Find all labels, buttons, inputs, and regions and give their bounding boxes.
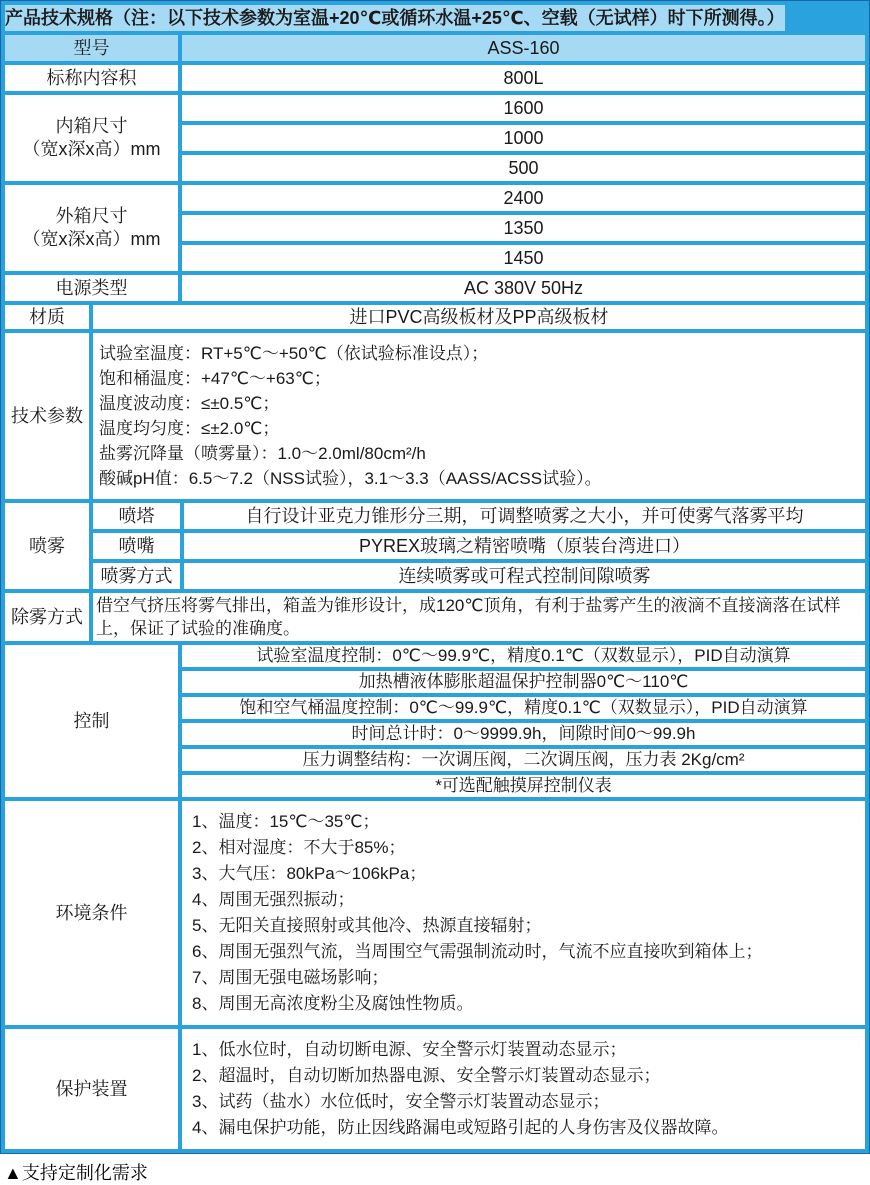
control-label: 控制 xyxy=(5,645,178,797)
customization-footnote: ▲支持定制化需求 xyxy=(4,1163,148,1183)
environment-line: 3、大气压：80kPa～106kPa； xyxy=(192,864,427,883)
spray-label: 喷雾 xyxy=(5,503,89,589)
outer-box-values xyxy=(182,185,865,271)
inner-box-height: 500 xyxy=(182,155,865,181)
inner-box-row xyxy=(5,95,865,181)
environment-line: 5、无阳关直接照射或其他冷、热源直接辐射； xyxy=(192,916,542,935)
environment-label: 环境条件 xyxy=(5,801,178,1025)
environment-content xyxy=(182,801,865,1025)
control-line: 时间总计时：0～9999.9h，间隙时间0～99.9h xyxy=(182,723,865,745)
volume-label: 标称内容积 xyxy=(5,65,178,91)
control-row xyxy=(5,645,865,797)
spray-tower-value: 自行设计亚克力锥形分三期，可调整喷雾之大小，并可使雾气落雾平均 xyxy=(184,503,865,529)
outer-box-label-line2: （宽x深x高）mm xyxy=(22,229,161,249)
protection-row xyxy=(5,1029,865,1149)
environment-line: 8、周围无高浓度粉尘及腐蚀性物质。 xyxy=(192,994,474,1013)
tech-params-label: 技术参数 xyxy=(5,333,89,499)
control-line: *可选配触摸屏控制仪表 xyxy=(182,775,865,797)
power-value: AC 380V 50Hz xyxy=(182,275,865,301)
environment-line: 7、周围无强电磁场影响； xyxy=(192,968,389,987)
inner-box-depth: 1000 xyxy=(182,125,865,151)
title-row xyxy=(5,5,865,31)
tech-params-row xyxy=(5,333,865,499)
outer-box-label-line1: 外箱尺寸 xyxy=(55,205,128,226)
inner-box-label-line1: 内箱尺寸 xyxy=(55,115,128,136)
environment-line: 1、温度：15℃～35℃； xyxy=(192,812,380,831)
outer-box-depth: 1350 xyxy=(182,215,865,241)
protection-label: 保护装置 xyxy=(5,1029,178,1149)
control-line: 压力调整结构：一次调压阀，二次调压阀，压力表 2Kg/cm² xyxy=(182,749,865,771)
spray-mode-label: 喷雾方式 xyxy=(93,563,180,589)
spray-mode-value: 连续喷雾或可程式控制间隙喷雾 xyxy=(184,563,865,589)
model-value: ASS-160 xyxy=(182,35,865,61)
tech-param-line: 试验室温度：RT+5℃～+50℃（依试验标准设点）； xyxy=(99,344,489,363)
defog-label: 除雾方式 xyxy=(5,593,89,641)
control-line: 加热槽液体膨胀超温保护控制器0℃～110℃ xyxy=(182,671,865,693)
outer-box-row xyxy=(5,185,865,271)
inner-box-values xyxy=(182,95,865,181)
environment-row xyxy=(5,801,865,1025)
protection-line: 1、低水位时，自动切断电源、安全警示灯装置动态显示； xyxy=(192,1040,627,1059)
material-value: 进口PVC高级板材及PP高级板材 xyxy=(93,305,865,329)
material-row xyxy=(5,305,865,329)
page-title: 产品技术规格（注：以下技术参数为室温+20℃或循环水温+25℃、空载（无试样）时下所测得。） xyxy=(5,5,785,31)
protection-content xyxy=(182,1029,865,1149)
spray-tower-label: 喷塔 xyxy=(93,503,180,529)
control-line: 饱和空气桶温度控制：0℃～99.9℃，精度0.1℃（双数显示），PID自动演算 xyxy=(182,697,865,719)
material-label: 材质 xyxy=(5,305,89,329)
spray-tower-row xyxy=(93,503,865,529)
tech-param-line: 温度波动度：≤±0.5℃； xyxy=(99,394,280,413)
tech-params-content xyxy=(93,333,865,499)
defog-row xyxy=(5,593,865,641)
tech-param-line: 酸碱pH值：6.5～7.2（NSS试验），3.1～3.3（AASS/ACSS试验）。 xyxy=(99,469,602,488)
power-label: 电源类型 xyxy=(5,275,178,301)
environment-line: 2、相对湿度：不大于85%； xyxy=(192,838,406,857)
spray-items xyxy=(93,503,865,589)
volume-row xyxy=(5,65,865,91)
outer-box-width: 2400 xyxy=(182,185,865,211)
outer-box-label xyxy=(5,185,178,271)
spray-nozzle-label: 喷嘴 xyxy=(93,533,180,559)
spray-nozzle-row xyxy=(93,533,865,559)
inner-box-label xyxy=(5,95,178,181)
control-items xyxy=(182,645,865,797)
inner-box-width: 1600 xyxy=(182,95,865,121)
model-label: 型号 xyxy=(5,35,178,61)
volume-value: 800L xyxy=(182,65,865,91)
defog-value: 借空气挤压将雾气排出，箱盖为锥形设计，成120℃顶角，有利于盐雾产生的液滴不直接滴落在试样上，保证了试验的准确度。 xyxy=(93,593,865,641)
protection-line: 2、超温时，自动切断加热器电源、安全警示灯装置动态显示； xyxy=(192,1066,661,1085)
spray-nozzle-value: PYREX玻璃之精密喷嘴（原装台湾进口） xyxy=(184,533,865,559)
protection-line: 3、试药（盐水）水位低时，安全警示灯装置动态显示； xyxy=(192,1092,610,1111)
environment-line: 6、周围无强烈气流，当周围空气需强制流动时，气流不应直接吹到箱体上； xyxy=(192,942,763,961)
outer-box-height: 1450 xyxy=(182,245,865,271)
protection-line: 4、漏电保护功能，防止因线路漏电或短路引起的人身伤害及仪器故障。 xyxy=(192,1118,729,1137)
environment-line: 4、周围无强烈振动； xyxy=(192,890,355,909)
model-row xyxy=(5,35,865,61)
tech-param-line: 温度均匀度：≤±2.0℃； xyxy=(99,419,280,438)
tech-param-line: 盐雾沉降量（喷雾量）：1.0～2.0ml/80cm²/h xyxy=(99,444,426,463)
inner-box-label-line2: （宽x深x高）mm xyxy=(22,139,161,159)
power-row xyxy=(5,275,865,301)
control-line: 试验室温度控制：0℃～99.9℃，精度0.1℃（双数显示），PID自动演算 xyxy=(182,645,865,667)
spray-mode-row xyxy=(93,563,865,589)
tech-param-line: 饱和桶温度：+47℃～+63℃； xyxy=(99,369,331,388)
spray-row xyxy=(5,503,865,589)
